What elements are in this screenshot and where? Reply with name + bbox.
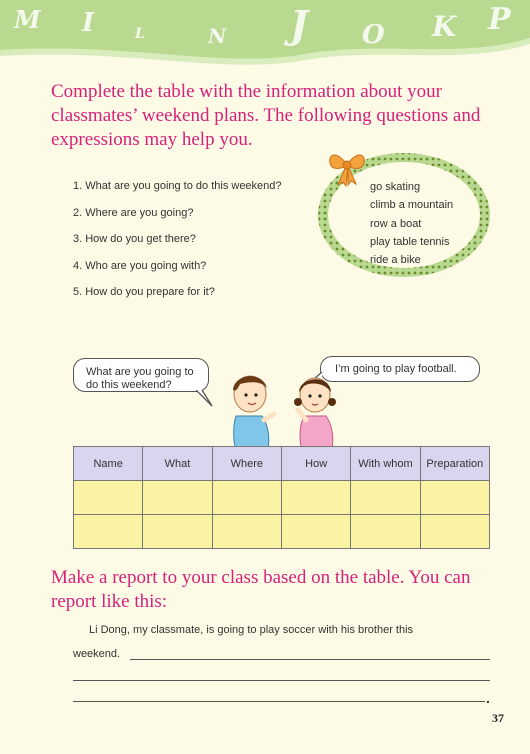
table-cell[interactable] — [420, 515, 489, 549]
page-number: 37 — [492, 711, 504, 725]
speech-tail — [196, 390, 216, 410]
question-item: 2. Where are you going? — [73, 206, 194, 219]
children-illustration — [222, 368, 346, 448]
expression-item: play table tennis — [370, 235, 450, 248]
report-sentence: Li Dong, my classmate, is going to play soccer with his brother this — [89, 624, 414, 636]
table-cell[interactable] — [351, 515, 420, 549]
column-header-how: How — [281, 447, 350, 481]
banner-letter: L — [135, 26, 145, 42]
expression-item: go skating — [370, 181, 421, 193]
column-header-preparation: Preparation — [420, 447, 489, 481]
question-list — [73, 180, 323, 313]
banner-letters — [0, 0, 530, 70]
table-cell[interactable] — [351, 481, 420, 515]
question-item: 5. How do you prepare for it? — [73, 286, 215, 298]
banner-letter: N — [208, 24, 227, 48]
writing-line[interactable] — [73, 701, 485, 702]
question-item: 4. Who are you going with? — [73, 259, 207, 272]
banner-letter: P — [488, 2, 511, 37]
table-cell[interactable] — [212, 481, 281, 515]
banner-letter: M — [14, 5, 41, 34]
girl-speech-text: I’m going to play football. — [335, 363, 457, 375]
banner-letter: K — [432, 10, 457, 43]
bow-icon — [326, 147, 368, 187]
expression-list — [370, 181, 453, 272]
boy-speech-bubble — [73, 358, 209, 392]
table-cell[interactable] — [143, 481, 212, 515]
report-second-line: weekend. — [73, 648, 121, 660]
column-header-what: What — [143, 447, 212, 481]
expression-item: row a boat — [370, 217, 422, 230]
question-item: 1. What are you going to do this weekend? — [73, 180, 282, 192]
report-sample — [73, 624, 491, 636]
table-header-row — [74, 447, 490, 481]
column-header-where: Where — [212, 447, 281, 481]
table-cell[interactable] — [420, 481, 489, 515]
table-cell[interactable] — [74, 515, 143, 549]
table-row — [74, 481, 490, 515]
report-instruction-heading: Make a report to your class based on the table. You can report like this: — [51, 567, 471, 612]
expression-item: ride a bike — [370, 254, 421, 267]
table-cell[interactable] — [212, 515, 281, 549]
table-cell[interactable] — [74, 481, 143, 515]
instruction-heading: Complete the table with the information about your classmates’ weekend plans. The following questions and expressions may help you. — [51, 81, 481, 150]
writing-line[interactable] — [130, 659, 490, 660]
banner-letter: J — [290, 2, 308, 47]
table-row — [74, 515, 490, 549]
writing-line[interactable] — [73, 680, 490, 681]
weekend-plan-table — [73, 446, 490, 549]
table-cell[interactable] — [281, 481, 350, 515]
question-item: 3. How do you get there? — [73, 233, 196, 245]
report-end-mark: . — [486, 690, 490, 706]
banner-letter: O — [362, 20, 385, 50]
expression-item: climb a mountain — [370, 199, 454, 212]
table-cell[interactable] — [143, 515, 212, 549]
table-cell[interactable] — [281, 515, 350, 549]
column-header-name: Name — [74, 447, 143, 481]
boy-speech-text: What are you going to do this weekend? — [86, 366, 194, 391]
banner-letter: I — [82, 8, 95, 38]
column-header-with-whom: With whom — [351, 447, 420, 481]
